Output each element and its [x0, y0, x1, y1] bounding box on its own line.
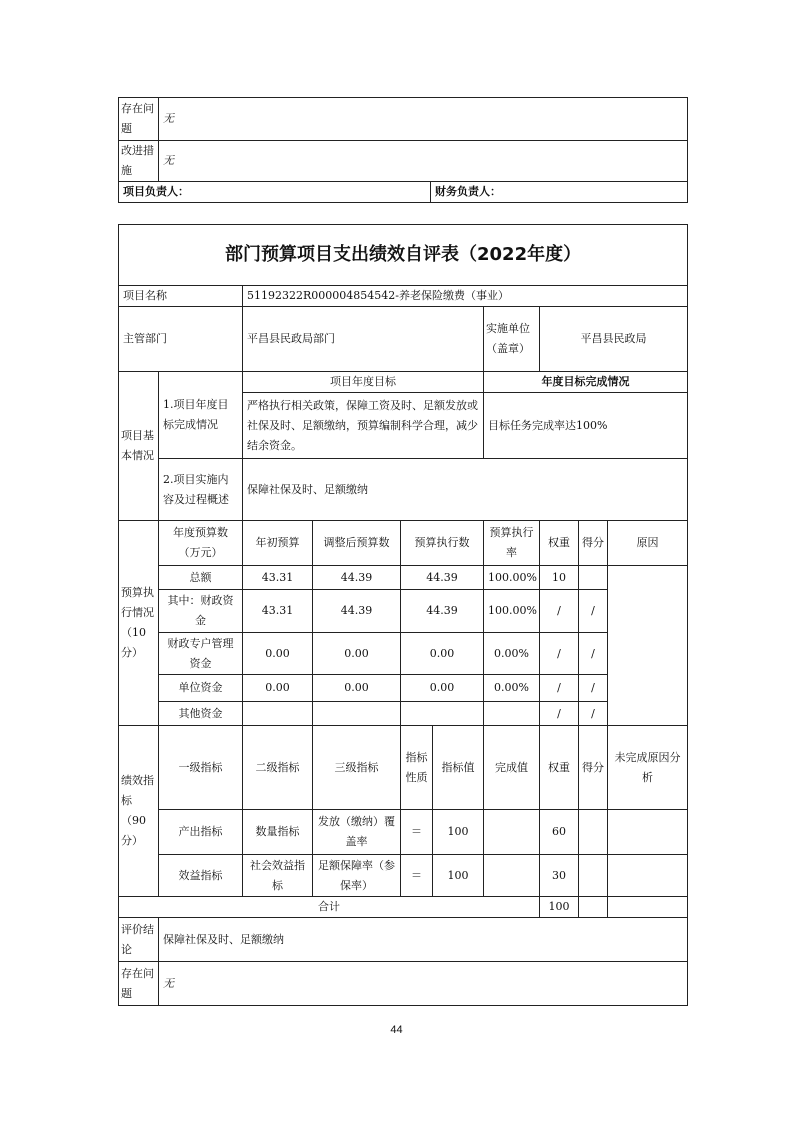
table-row: [119, 855, 688, 897]
perf-header: 三级指标: [313, 726, 401, 810]
cell: 43.31: [243, 566, 313, 590]
cell: [608, 810, 688, 855]
cell: 数量指标: [243, 810, 313, 855]
table-row: [119, 675, 688, 702]
perf-header: 二级指标: [243, 726, 313, 810]
cell: [484, 810, 540, 855]
perf-header: 得分: [579, 726, 608, 810]
budget-header: 预算执行率: [484, 521, 540, 566]
table-row: [119, 633, 688, 675]
cell: 其他资金: [159, 702, 243, 726]
cell: [401, 702, 484, 726]
done-text: 目标任务完成率达100%: [484, 393, 688, 459]
budget-header: 调整后预算数: [313, 521, 401, 566]
conclusion: 保障社保及时、足额缴纳: [159, 918, 688, 962]
budget-header: 预算执行数: [401, 521, 484, 566]
improve-label: 改进措施: [119, 141, 159, 182]
cell: 社会效益指标: [243, 855, 313, 897]
cell: 财政专户管理资金: [159, 633, 243, 675]
perf-header: 完成值: [484, 726, 540, 810]
cell: 44.39: [401, 590, 484, 633]
cell: [243, 702, 313, 726]
goal-label: 1.项目年度目标完成情况: [159, 372, 243, 459]
cell: [579, 810, 608, 855]
cell: /: [540, 702, 579, 726]
cell: [579, 566, 608, 590]
unit-label: 实施单位（盖章）: [484, 307, 540, 372]
cell: 60: [540, 810, 579, 855]
total-score: [579, 897, 608, 918]
cell: /: [540, 675, 579, 702]
page-number: 44: [390, 1024, 403, 1036]
cell: 44.39: [313, 590, 401, 633]
cell: 足额保障率（参保率）: [313, 855, 401, 897]
goal-header: 项目年度目标: [243, 372, 484, 393]
cell: [579, 855, 608, 897]
cell: /: [540, 590, 579, 633]
cell: 0.00: [313, 675, 401, 702]
budget-header: 年度预算数（万元）: [159, 521, 243, 566]
cell: 100.00%: [484, 590, 540, 633]
impl-text: 保障社保及时、足额缴纳: [243, 459, 688, 521]
done-header: 年度目标完成情况: [484, 372, 688, 393]
budget-header: 年初预算: [243, 521, 313, 566]
cell: 100.00%: [484, 566, 540, 590]
issues-label: 存在问题: [119, 962, 159, 1006]
project-name: 51192322R000004854542-养老保险缴费（事业）: [243, 286, 688, 307]
cell: [313, 702, 401, 726]
issues-value: 无: [159, 98, 688, 141]
project-name-label: 项目名称: [119, 286, 243, 307]
table-row: [119, 590, 688, 633]
table-row: [119, 566, 688, 590]
cell: 44.39: [401, 566, 484, 590]
cell: 44.39: [313, 566, 401, 590]
total-weight: 100: [540, 897, 579, 918]
cell: ＝: [401, 810, 433, 855]
total-label: 合计: [119, 897, 540, 918]
cell: [484, 855, 540, 897]
budget-label: 预算执行情况（10分）: [119, 521, 159, 726]
cell: 100: [433, 810, 484, 855]
cell: 0.00: [243, 633, 313, 675]
budget-header: 权重: [540, 521, 579, 566]
improve-value: 无: [159, 141, 688, 182]
cell: 30: [540, 855, 579, 897]
perf-header: 权重: [540, 726, 579, 810]
table-row: [119, 810, 688, 855]
total-reason: [608, 897, 688, 918]
cell: 单位资金: [159, 675, 243, 702]
budget-header: 原因: [608, 521, 688, 566]
basic-label: 项目基本情况: [119, 372, 159, 521]
perf-header: 指标值: [433, 726, 484, 810]
table-row: [119, 702, 688, 726]
project-owner: 项目负责人：: [119, 182, 431, 203]
perf-header: 未完成原因分析: [608, 726, 688, 810]
conclusion-label: 评价结论: [119, 918, 159, 962]
budget-header: 得分: [579, 521, 608, 566]
cell: /: [579, 702, 608, 726]
cell: [608, 855, 688, 897]
cell: /: [579, 590, 608, 633]
cell: 0.00%: [484, 633, 540, 675]
cell: 发放（缴纳）覆盖率: [313, 810, 401, 855]
perf-header: 一级指标: [159, 726, 243, 810]
cell: 0.00%: [484, 675, 540, 702]
reason-cell: [608, 566, 688, 726]
unit: 平昌县民政局: [540, 307, 688, 372]
cell: 0.00: [313, 633, 401, 675]
impl-label: 2.项目实施内容及过程概述: [159, 459, 243, 521]
cell: /: [540, 633, 579, 675]
cell: /: [579, 633, 608, 675]
cell: 100: [433, 855, 484, 897]
cell: 0.00: [401, 675, 484, 702]
finance-owner: 财务负责人：: [431, 182, 688, 203]
issues: 无: [159, 962, 688, 1006]
page-title: 部门预算项目支出绩效自评表（2022年度）: [119, 225, 688, 286]
cell: 效益指标: [159, 855, 243, 897]
cell: /: [579, 675, 608, 702]
issues-label: 存在问题: [119, 98, 159, 141]
cell: 总额: [159, 566, 243, 590]
cell: 产出指标: [159, 810, 243, 855]
dept-label: 主管部门: [119, 307, 243, 372]
self-evaluation-table: [118, 224, 688, 1006]
goal-text: 严格执行相关政策，保障工资及时、足额发放或社保及时、足额缴纳，预算编制科学合理，减少结余资金。: [243, 393, 484, 459]
cell: 0.00: [243, 675, 313, 702]
perf-header: 指标性质: [401, 726, 433, 810]
cell: [484, 702, 540, 726]
previous-table-tail: [118, 97, 688, 203]
cell: 其中：财政资金: [159, 590, 243, 633]
cell: 43.31: [243, 590, 313, 633]
dept: 平昌县民政局部门: [243, 307, 484, 372]
perf-label: 绩效指标（90分）: [119, 726, 159, 897]
cell: ＝: [401, 855, 433, 897]
cell: 10: [540, 566, 579, 590]
cell: 0.00: [401, 633, 484, 675]
